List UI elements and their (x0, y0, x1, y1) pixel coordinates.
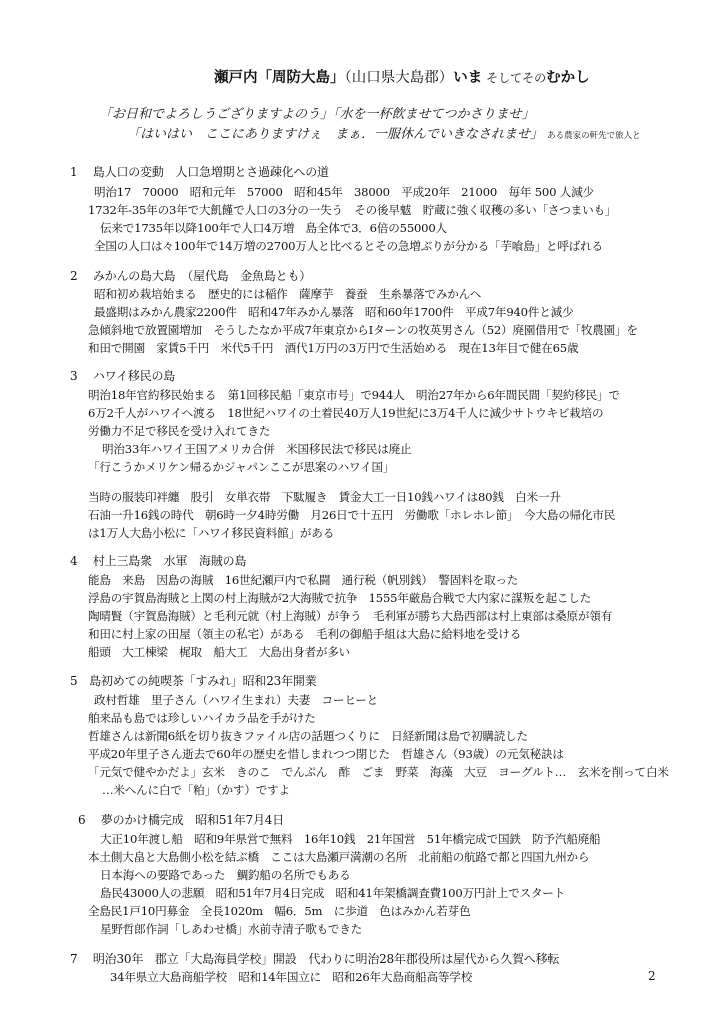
body-line: 島民43000人の悲願 昭和51年7月4日完成 昭和41年架橋調査費100万円計上でスタート (100, 886, 566, 900)
body-line: 星野哲郎作詞「しあわせ橋」水前寺清子歌もできた (100, 922, 363, 936)
body-line: 明治18年官約移民始まる 第1回移民船「東京市号」で944人 明治27年から6年間民間「契約移民」で (88, 388, 620, 402)
section-1-heading: 1 島人口の変動 人口急増期とさ過疎化への道 (70, 165, 329, 179)
body-line: 34年県立大島商船学校 昭和14年国立に 昭和26年大島商船高等学校 (110, 970, 473, 984)
body-line: 急傾斜地で放置園増加 そうしたなか平成7年東京からIターンの牧英男さん（52）廃園借用で「牧農園」を (88, 323, 638, 337)
body-line: 平成20年里子さん逝去で60年の歴史を惜しまれつつ閉じた 哲雄さん（93歳）の元気秘訣は (88, 747, 564, 761)
page-number: 2 (648, 969, 656, 983)
title-part-5: むかし (546, 69, 590, 86)
section-5-heading: 5 島初めての純喫茶「すみれ」昭和23年開業 (70, 674, 317, 688)
title-part-2: （山口県大島郡） (344, 70, 454, 86)
body-line: 哲雄さんは新聞6紙を切り抜きファイル店の話題つくりに 日経新聞は島で初購読した (88, 729, 528, 743)
body-line: 当時の服装印袢纏 股引 女単衣帯 下駄履き 賃金大工一日10銭ハワイは80銭 白米一升 (88, 490, 561, 504)
body-line: は1万人大島小松に「ハワイ移民資料館」がある (88, 526, 335, 540)
body-line: 浮島の宇賀島海賊と上関の村上海賊が2大海賊で抗争 1555年厳島合戦で大内家に謀叛を起こした (88, 591, 592, 605)
section-3-heading: 3 ハワイ移民の島 (70, 369, 176, 383)
quote-note: ある農家の軒先で旅人と (547, 131, 641, 141)
body-line: 陶晴賢（宇賀島海賊）と毛利元就（村上海賊）が争う 毛利軍が勝ち大島西部は村上東部は桑原が領有 (88, 609, 613, 623)
body-line: 昭和初め栽培始まる 歴史的には稲作 薩摩芋 養蚕 生糸暴落でみかんへ (94, 287, 482, 301)
title-part-3: いま (453, 69, 483, 86)
body-line: 全島民1戸10円募金 全長1020m 幅6．5m に歩道 色はみかん若芽色 (88, 904, 471, 918)
body-line: 本土側大畠と大島側小松を結ぶ橋 ここは大島瀬戸満潮の名所 北前船の航路で都と四国九州から (88, 850, 590, 864)
body-line: …米へんに白で「粕」（かす）ですよ (102, 783, 290, 797)
body-line: 政村哲雄 里子さん（ハワイ生まれ）夫妻 コーヒーと (94, 693, 379, 707)
body-line: 和田で開園 家賃5千円 米代5千円 酒代1万円の3万円で生活始める 現在13年目で健在65歳 (88, 341, 579, 355)
body-line: 大正10年渡し船 昭和9年県営で無料 16年10銭 21年国営 51年橋完成で国鉄 防予汽船廃船 (100, 832, 601, 846)
body-line: 伝来で1735年以降100年で人口4万増 島全体で3．6倍の55000人 (100, 221, 447, 235)
body-line: 舶来品も島では珍しいハイカラ品を手がけた (88, 711, 316, 725)
section-4-heading: 4 村上三島衆 水軍 海賊の島 (70, 554, 247, 568)
body-line: 和田に村上家の田屋（領主の私宅）がある 毛利の御船手組は大島に給料地を受ける (88, 627, 521, 641)
body-line: 明治17 70000 昭和元年 57000 昭和45年 38000 平成20年 21000 毎年 500 人減少 (94, 185, 594, 199)
body-line: 全国の人口は々100年で14万増の2700万人と比べるとその急増ぶりが分かる「芋喰島」と呼ばれる (94, 239, 603, 253)
quote-line-1: 「お日和でよろしうござりますよのう」「水を一杯飲ませてつかさりませ」 (99, 107, 535, 122)
section-6-heading: 6 夢のかけ橋完成 昭和51年7月4日 (78, 813, 284, 827)
title-part-1: 瀬戸内「周防大島」 (214, 69, 345, 86)
body-line: 日本海への要路であった 鯛釣船の名所でもある (100, 868, 351, 882)
page-title (214, 66, 714, 87)
body-line: 最盛期はみかん農家2200件 昭和47年みかん暴落 昭和60年1700件 平成7年940件と減少 (94, 305, 574, 319)
section-2-heading: 2 みかんの島大島 （屋代島 金魚島とも） (70, 269, 312, 283)
title-part-4: そしてその (482, 71, 547, 85)
body-line: 能島 来島 因島の海賊 16世紀瀬戸内で私闘 通行税（帆別銭） 警固料を取った (88, 573, 519, 587)
body-line: 6万2千人がハワイへ渡る 18世紀ハワイの土着民40万人19世紀に3万4千人に減少サトウキビ栽培の (88, 406, 604, 420)
body-line: 石油一升16銭の時代 朝6時一夕4時労働 月26日で十五円 労働歌「ホレホレ節」 今大島の帰化市民 (88, 508, 616, 522)
body-line: 「元気で健やかだよ」玄米 きのこ でんぷん 酢 ごま 野菜 海藻 大豆 ヨーグルト… 玄米を削って白米 (88, 765, 669, 779)
quote-line-2 (127, 123, 641, 142)
quote-line-2-text: 「はいはい ここにありますけぇ まぁ．一服休んでいきなされませ」 (127, 127, 544, 142)
body-line: 労働力不足で移民を受け入れてきた (88, 424, 271, 438)
body-line: 明治33年ハワイ王国アメリカ合併 米国移民法で移民は廃止 (102, 442, 412, 456)
body-line: 1732年-35年の3年で大飢饉で人口の3分の一失う その後早魃 貯蔵に強く収穫の多い「さつまいも」 (88, 203, 617, 217)
body-line: 「行こうかメリケン帰るかジャパンここが思案のハワイ国」 (88, 460, 395, 474)
section-7-heading: 7 明治30年 郡立「大島海員学校」開設 代わりに明治28年郡役所は屋代から久賀へ移転 (70, 952, 560, 966)
body-line: 船頭 大工棟梁 梶取 船大工 大島出身者が多い (88, 645, 351, 659)
